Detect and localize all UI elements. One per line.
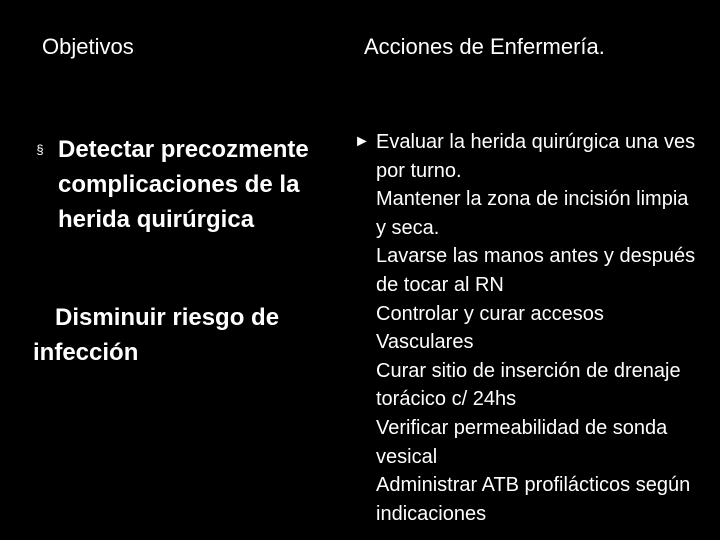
action-item <box>352 300 702 357</box>
action-text: Administrar ATB profilácticos según indicaciones <box>376 474 691 525</box>
action-text: Controlar y curar accesos Vasculares <box>376 302 604 354</box>
objective-item <box>33 132 348 237</box>
header-band <box>0 0 720 108</box>
action-text: Lavarse las manos antes y después de tocar al RN <box>376 245 696 296</box>
action-item <box>352 414 702 471</box>
action-item <box>352 357 702 414</box>
action-text: Curar sitio de inserción de drenaje torácico c/ 24hs <box>376 359 681 411</box>
objective-item <box>33 300 348 370</box>
action-text: Evaluar la herida quirúrgica una ves por turno. <box>376 131 696 182</box>
objective-text: Disminuir riesgo de infección <box>33 304 280 366</box>
objective-text: Detectar precozmente complicaciones de la herida quirúrgica <box>58 136 309 233</box>
action-item <box>352 242 702 299</box>
objectives-column <box>33 132 348 370</box>
section-bullet-icon: § <box>36 142 44 157</box>
objectives-title: Objetivos <box>42 34 134 59</box>
action-item <box>352 185 702 242</box>
action-item <box>352 471 702 528</box>
action-text: Mantener la zona de incisión limpia y seca. <box>376 188 689 239</box>
action-item <box>352 128 702 185</box>
actions-title: Acciones de Enfermería. <box>364 34 605 59</box>
action-text: Verificar permeabilidad de sonda vesical <box>376 416 668 468</box>
actions-column <box>352 128 702 528</box>
arrow-bullet-icon: ► <box>354 133 370 150</box>
